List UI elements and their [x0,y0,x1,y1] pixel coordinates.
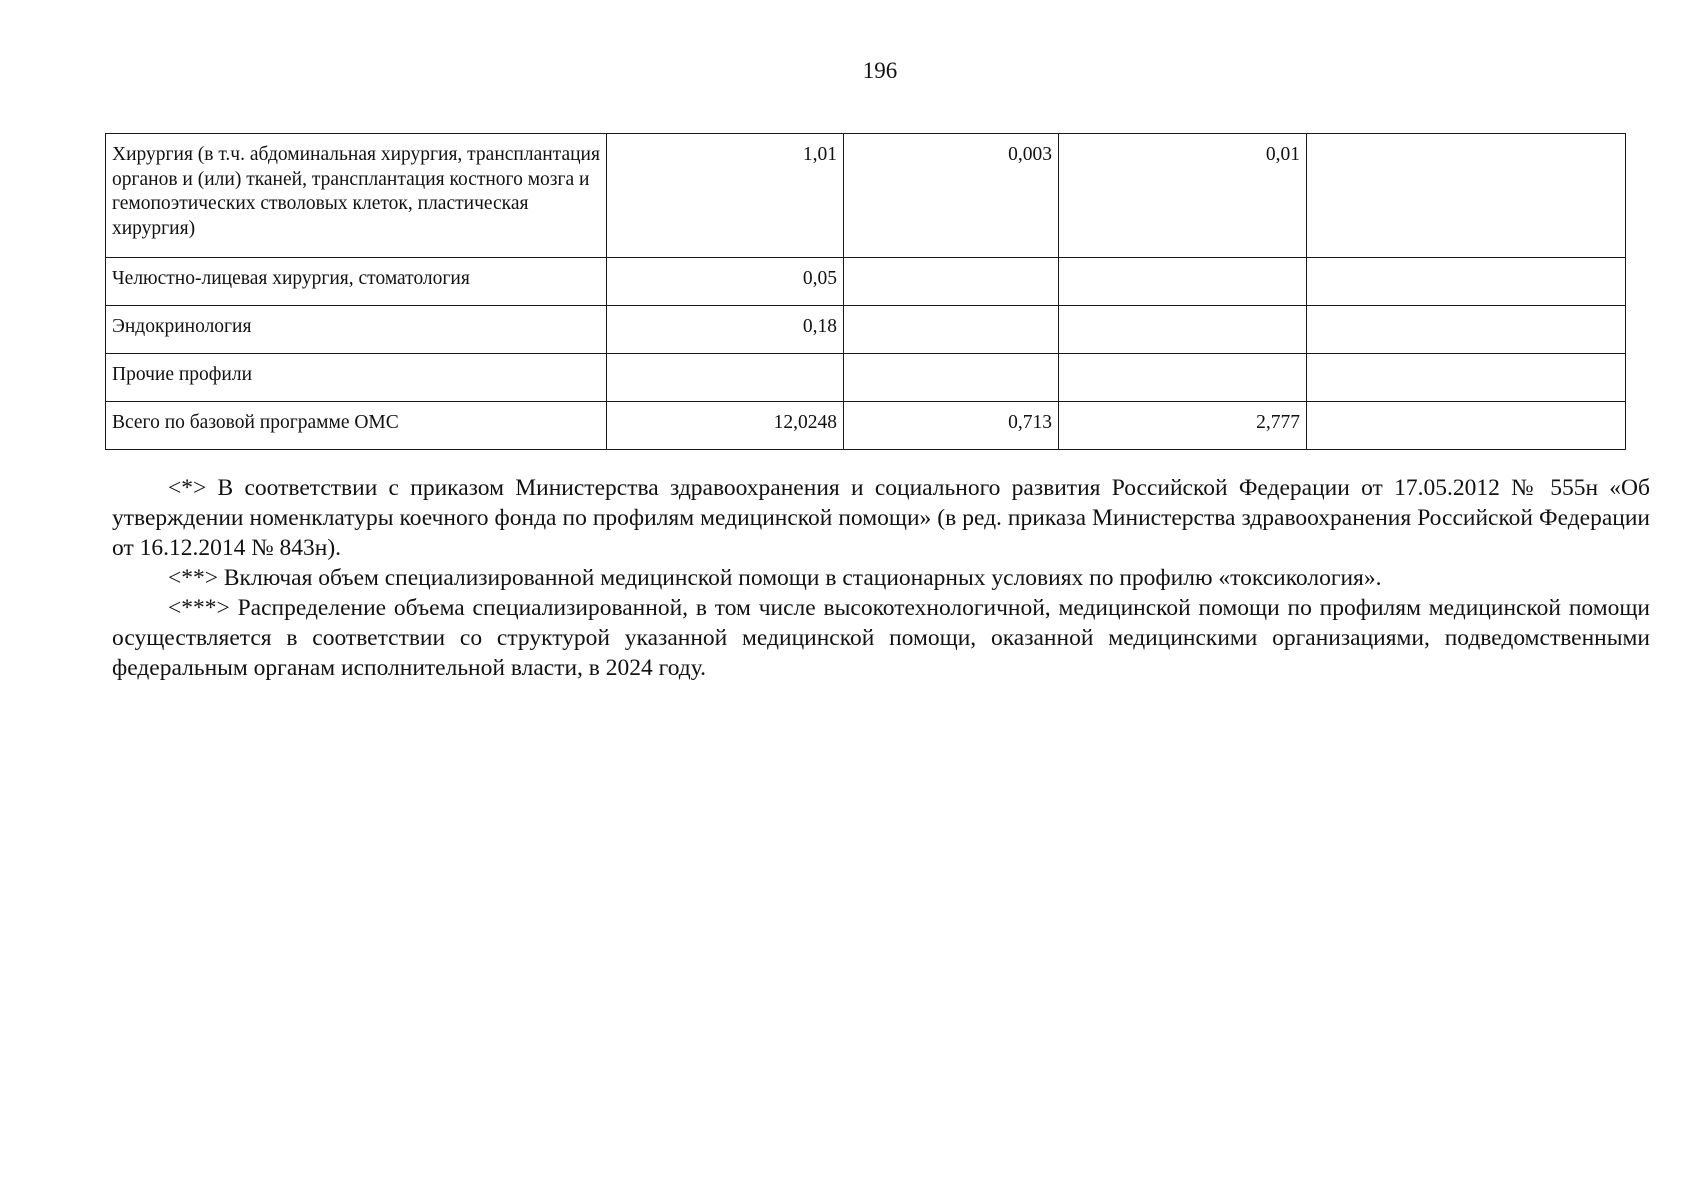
cell-value: 0,01 [1059,134,1307,258]
cell-value: 0,713 [844,402,1059,450]
table-row [106,134,1626,258]
cell-value [1307,402,1626,450]
cell-value: 12,0248 [607,402,844,450]
cell-value: 0,003 [844,134,1059,258]
cell-value: 1,01 [607,134,844,258]
cell-value [1307,258,1626,306]
cell-value [844,306,1059,354]
row-label: Эндокринология [106,306,607,354]
cell-value [1059,354,1307,402]
row-label: Прочие профили [106,354,607,402]
page-number: 196 [862,58,898,83]
cell-value [1307,306,1626,354]
footnote: <*> В соответствии с приказом Министерства здравоохранения и социального развития Российской Федерации от 17.05.2012 № 555н «Об утверждении номенклатуры коечного фонда по профилям медицинской помощи» (в ред. приказа Министерства здравоохранения Российской Федерации от 16.12.2014 № 843н). [112,475,1650,561]
cell-value [1307,134,1626,258]
footnote: <**> Включая объем специализированной медицинской помощи в стационарных условиях по профилю «токсикология». [168,565,1382,591]
footnote: <***> Распределение объема специализированной, в том числе высокотехнологичной, медицинской помощи по профилям медицинской помощи осуществляется в соответствии со структурой указанной медицинской помощи, оказанной медицинскими организациями, подведомственными федеральным органам исполнительной власти, в 2024 году. [112,595,1650,681]
cell-value: 0,05 [607,258,844,306]
cell-value [1307,354,1626,402]
table-row-total [106,402,1626,450]
table-row [106,354,1626,402]
row-label: Хирургия (в т.ч. абдоминальная хирургия, трансплантация органов и (или) тканей, трансплантация костного мозга и гемопоэтических стволовых клеток, пластическая хирургия) [106,134,607,258]
cell-value [1059,306,1307,354]
row-label: Челюстно-лицевая хирургия, стоматология [106,258,607,306]
cell-value [844,258,1059,306]
table-row [106,306,1626,354]
cell-value [844,354,1059,402]
cell-value: 0,18 [607,306,844,354]
table-row [106,258,1626,306]
cell-value: 2,777 [1059,402,1307,450]
data-table [105,133,1626,450]
cell-value [1059,258,1307,306]
row-label: Всего по базовой программе ОМС [106,402,607,450]
footnotes [112,473,1650,683]
cell-value [607,354,844,402]
